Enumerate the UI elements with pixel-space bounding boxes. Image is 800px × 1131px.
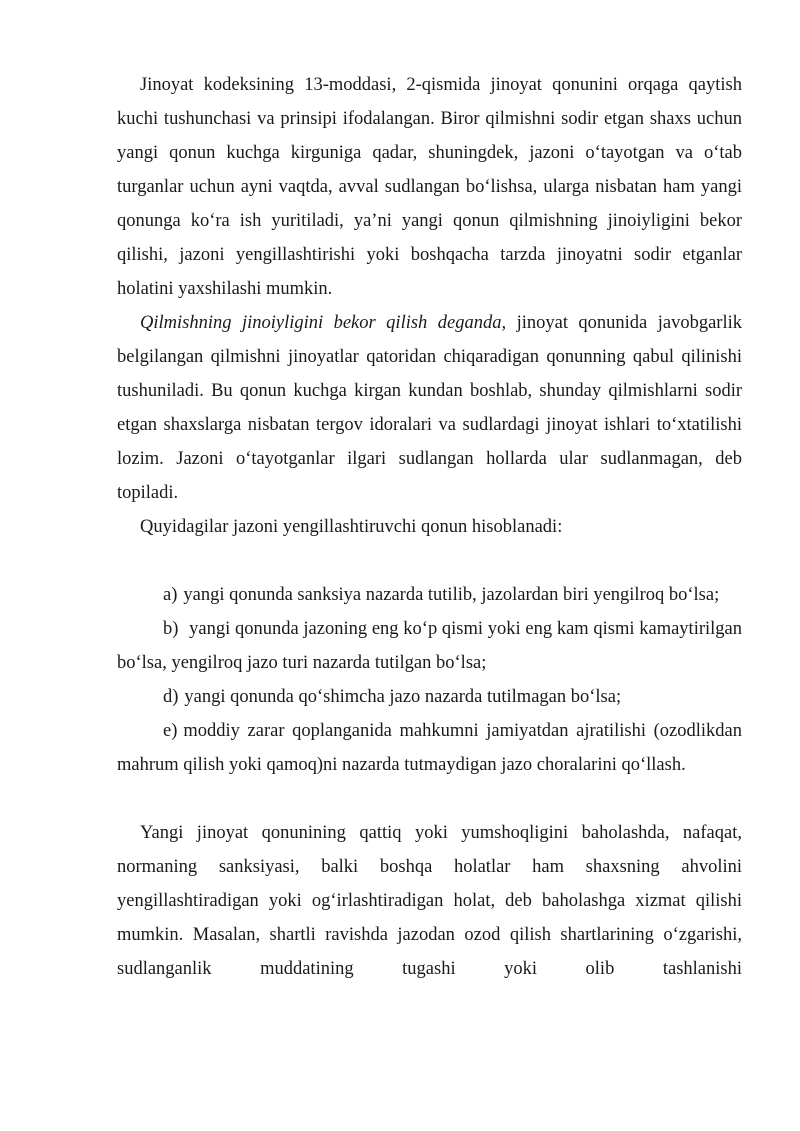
list-item-text: yangi qonunda jazoning eng ko‘p qismi yoki eng kam qismi kamaytirilgan bo‘lsa, yengilroq jazo turi nazarda tutilgan bo‘lsa; xyxy=(117,619,742,673)
paragraph-3: Quyidagilar jazoni yengillashtiruvchi qonun hisoblanadi: xyxy=(140,517,563,537)
page-body xyxy=(117,68,742,986)
list-marker: b) xyxy=(163,619,179,639)
spacer xyxy=(117,782,742,816)
paragraph-2 xyxy=(117,306,742,510)
list xyxy=(117,578,742,782)
list-item-text: yangi qonunda qo‘shimcha jazo nazarda tutilmagan bo‘lsa; xyxy=(184,687,622,707)
list-marker: d) xyxy=(163,687,179,707)
list-item-b xyxy=(117,612,742,680)
spacer xyxy=(117,544,742,578)
paragraph-2-text: jinoyat qonunida javobgarlik belgilangan qilmishni jinoyatlar qatoridan chiqaradigan qonunning qabul qilinishi tushuniladi. Bu qonun kuchga kirgan kundan boshlab, shunday qilmishlarni sodir etgan shaxslarga nisbatan tergov idoralari va sudlardagi jinoyat ishlari to‘xtatilishi lozim. Jazoni o‘tayotganlar ilgari sudlangan hollarda ular sudlanmagan, deb topiladi. xyxy=(117,313,742,503)
list-item-a xyxy=(117,578,742,612)
list-item-e xyxy=(117,714,742,782)
list-item-text: moddiy zarar qoplanganida mahkumni jamiyatdan ajratilishi (ozodlikdan mahrum qilish yoki qamoq)ni nazarda tutmaydigan jazo choralarini qo‘llash. xyxy=(117,721,742,775)
paragraph-2-italic-term: Qilmishning jinoiyligini bekor qilish deganda, xyxy=(140,313,507,333)
list-item-text: yangi qonunda sanksiya nazarda tutilib, jazolardan biri yengilroq bo‘lsa; xyxy=(183,585,720,605)
paragraph-4: Yangi jinoyat qonunining qattiq yoki yumshoqligini baholashda, nafaqat, normaning sanksiyasi, balki boshqa holatlar ham shaxsning ahvolini yengillashtiradigan yoki og‘irlashtiradigan holat, deb baholashga xizmat qilishi mumkin. Masalan, shartli ravishda jazodan ozod qilish shartlarining o‘zgarishi, sudlanganlik muddatining tugashi yoki olib tashlanishi xyxy=(117,823,742,979)
list-marker: a) xyxy=(163,585,178,605)
paragraph-1: Jinoyat kodeksining 13-moddasi, 2-qismida jinoyat qonunini orqaga qaytish kuchi tushunchasi va prinsipi ifodalangan. Biror qilmishni sodir etgan shaxs uchun yangi qonun kuchga kirguniga qadar, shuningdek, jazoni o‘tayotgan va o‘tab turganlar uchun ayni vaqtda, avval sudlangan bo‘lishsa, ularga nisbatan ham yangi qonunga ko‘ra ish yuritiladi, ya’ni yangi qonun qilmishning jinoiyligini bekor qilishi, jazoni yengillashtirishi yoki boshqacha tarzda jinoyatni sodir etganlar holatini yaxshilashi mumkin. xyxy=(117,75,742,299)
list-item-d xyxy=(117,680,742,714)
list-marker: e) xyxy=(163,721,178,741)
